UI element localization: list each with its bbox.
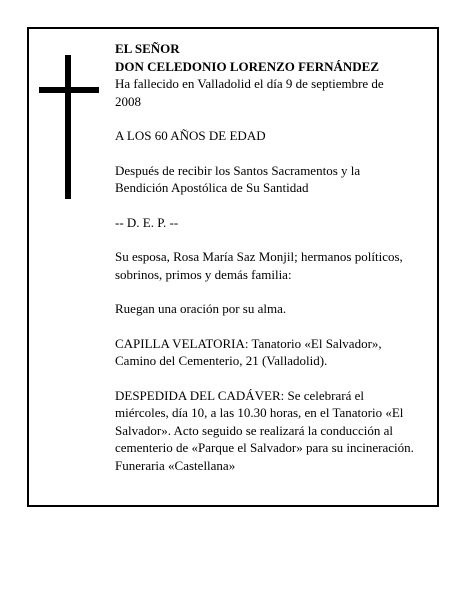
funeral-home-line: Funeraria «Castellana» (115, 457, 236, 473)
sacraments-line-1: Después de recibir los Santos Sacramentos y la (115, 162, 361, 178)
cross-horizontal-bar (39, 87, 99, 93)
chapel-line-2: Camino del Cementerio, 21 (Valladolid). (115, 353, 328, 368)
rip-line: -- D. E. P. -- (115, 214, 179, 230)
prayer-line: Ruegan una oración por su alma. (115, 301, 287, 316)
chapel-line-1: CAPILLA VELATORIA: Tanatorio «El Salvador», (115, 335, 382, 351)
farewell-line-1: DESPEDIDA DEL CADÁVER: Se celebrará el (115, 387, 364, 403)
cross-vertical-bar (65, 55, 71, 199)
notice-title: EL SEÑOR (115, 41, 180, 56)
farewell-line-3: Salvador». Acto seguido se realizará la conducción al (115, 422, 393, 438)
obituary-notice (27, 27, 439, 507)
family-line-1: Su esposa, Rosa María Saz Monjil; hermanos políticos, (115, 249, 403, 264)
sacraments-line-2: Bendición Apostólica de Su Santidad (115, 180, 309, 195)
family-line-2: sobrinos, primos y demás familia: (115, 266, 292, 282)
notice-content (115, 40, 435, 474)
cross-icon (39, 55, 99, 199)
farewell-line-4: cementerio de «Parque el Salvador» para su incineración. (115, 440, 414, 455)
death-line-1: Ha fallecido en Valladolid el día 9 de septiembre de (115, 76, 384, 91)
age-line: A LOS 60 AÑOS DE EDAD (115, 128, 266, 143)
farewell-line-2: miércoles, día 10, a las 10.30 horas, en el Tanatorio «El (115, 405, 404, 420)
deceased-name: DON CELEDONIO LORENZO FERNÁNDEZ (115, 58, 380, 74)
death-line-2: 2008 (115, 93, 141, 109)
